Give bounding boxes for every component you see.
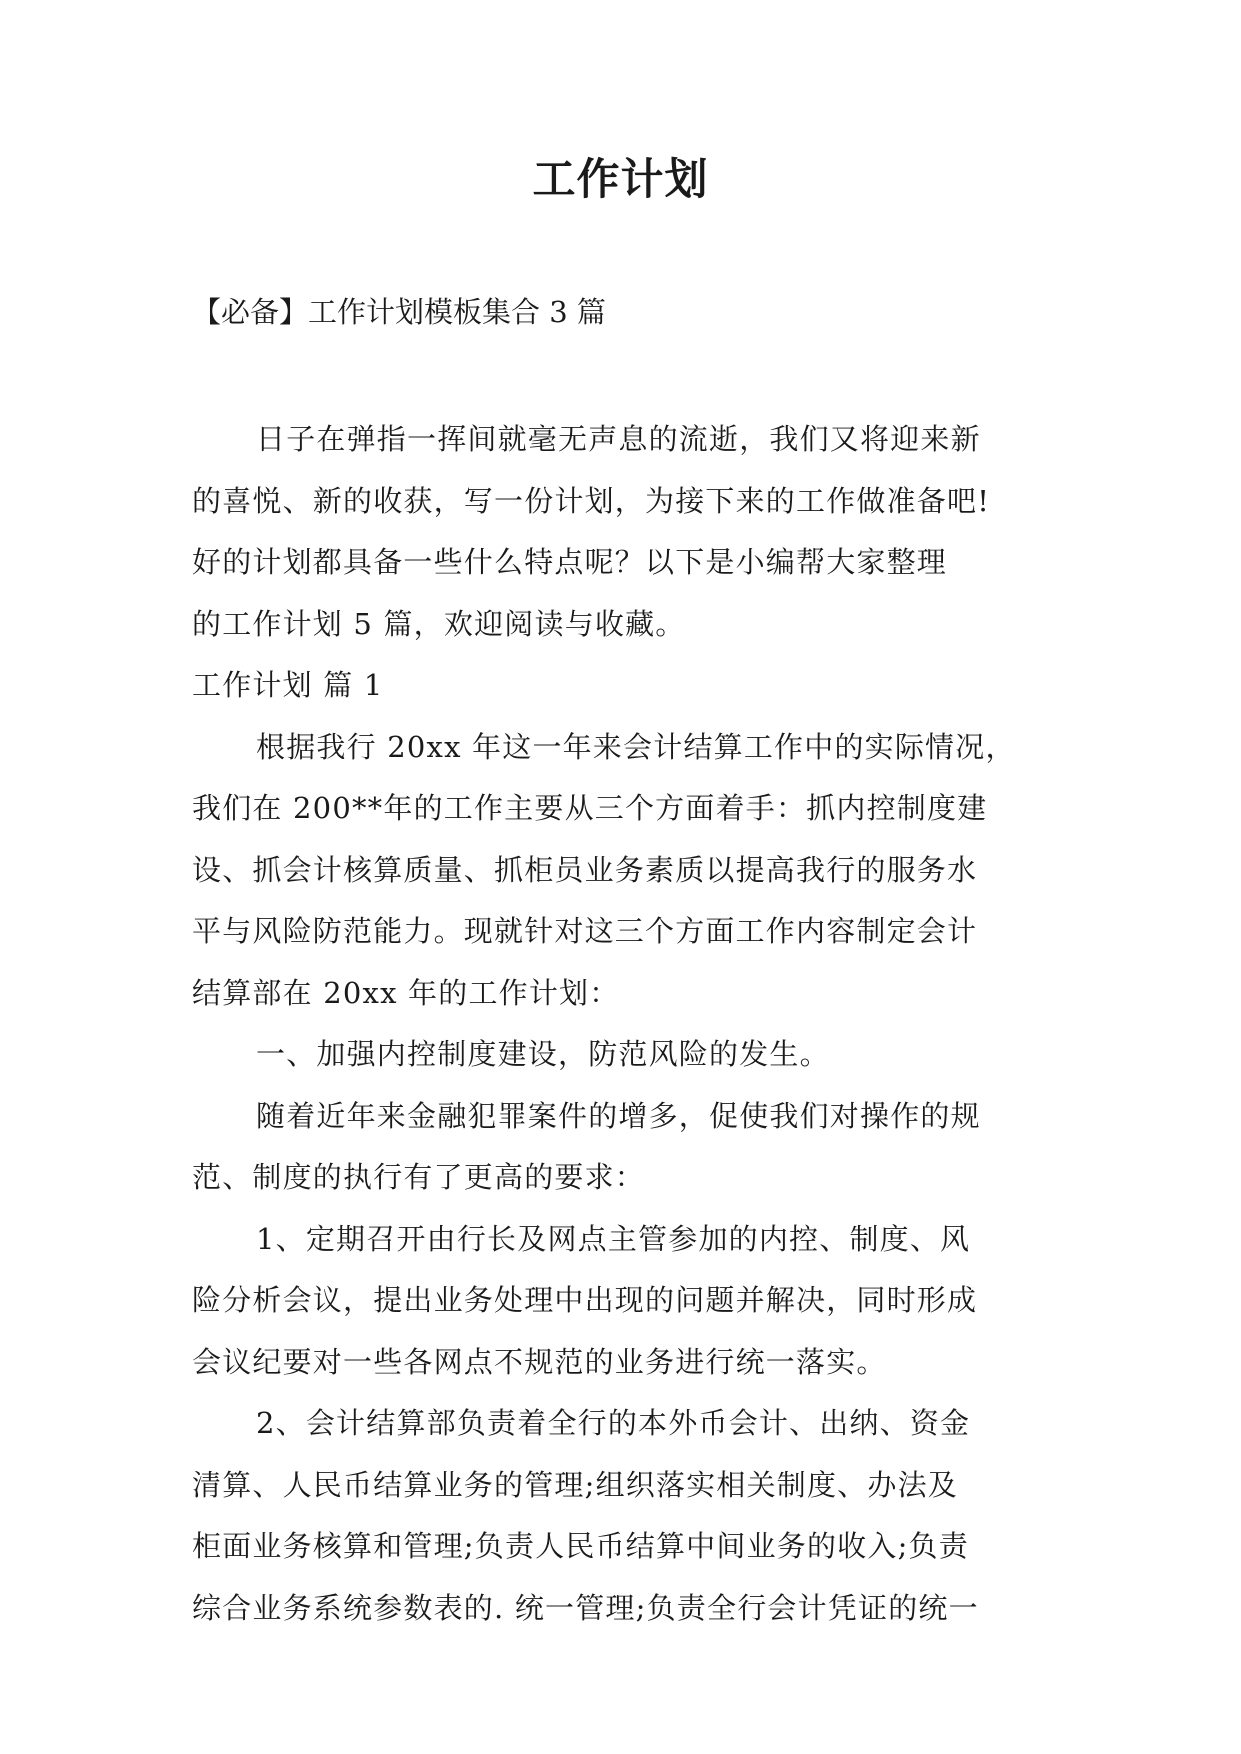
list-item-line: 1、定期召开由行长及网点主管参加的内控、制度、风 xyxy=(256,1221,971,1256)
document-body xyxy=(192,409,1052,1639)
list-item-line: 柜面业务核算和管理;负责人民币结算中间业务的收入;负责 xyxy=(192,1529,969,1563)
list-item-line: 清算、人民币结算业务的管理;组织落实相关制度、办法及 xyxy=(192,1467,958,1502)
paragraph-line: 随着近年来金融犯罪案件的增多，促使我们对操作的规 xyxy=(256,1098,981,1133)
paragraph-line: 的喜悦、新的收获，写一份计划，为接下来的工作做准备吧! xyxy=(192,483,991,518)
list-item-line: 险分析会议，提出业务处理中出现的问题并解决，同时形成 xyxy=(192,1283,978,1317)
list-item-line: 2、会计结算部负责着全行的本外币会计、出纳、资金 xyxy=(256,1406,971,1440)
list-item-line: 综合业务系统参数表的. 统一管理;负责全行会计凭证的统一 xyxy=(192,1590,979,1625)
paragraph-line: 平与风险防范能力。现就针对这三个方面工作内容制定会计 xyxy=(192,914,978,948)
paragraph-line: 日子在弹指一挥间就毫无声息的流逝，我们又将迎来新 xyxy=(256,422,981,456)
paragraph-line: 设、抓会计核算质量、抓柜员业务素质以提高我行的服务水 xyxy=(192,852,978,887)
document-title: 工作计划 xyxy=(532,155,709,205)
subsection-heading: 一、加强内控制度建设，防范风险的发生。 xyxy=(256,1037,830,1071)
paragraph-line: 根据我行 20xx 年这一年来会计结算工作中的实际情况， xyxy=(256,729,1016,764)
section-heading: 工作计划 篇 1 xyxy=(192,668,384,702)
paragraph-line: 我们在 200**年的工作主要从三个方面着手：抓内控制度建 xyxy=(192,791,988,825)
paragraph-line: 的工作计划 5 篇，欢迎阅读与收藏。 xyxy=(192,606,686,641)
document-subtitle: 【必备】工作计划模板集合 3 篇 xyxy=(192,295,606,329)
paragraph-line: 好的计划都具备一些什么特点呢？以下是小编帮大家整理 xyxy=(192,545,948,579)
paragraph-line: 范、制度的执行有了更高的要求： xyxy=(192,1160,646,1194)
list-item-line: 会议纪要对一些各网点不规范的业务进行统一落实。 xyxy=(192,1344,887,1379)
paragraph-line: 结算部在 20xx 年的工作计划： xyxy=(192,975,620,1010)
